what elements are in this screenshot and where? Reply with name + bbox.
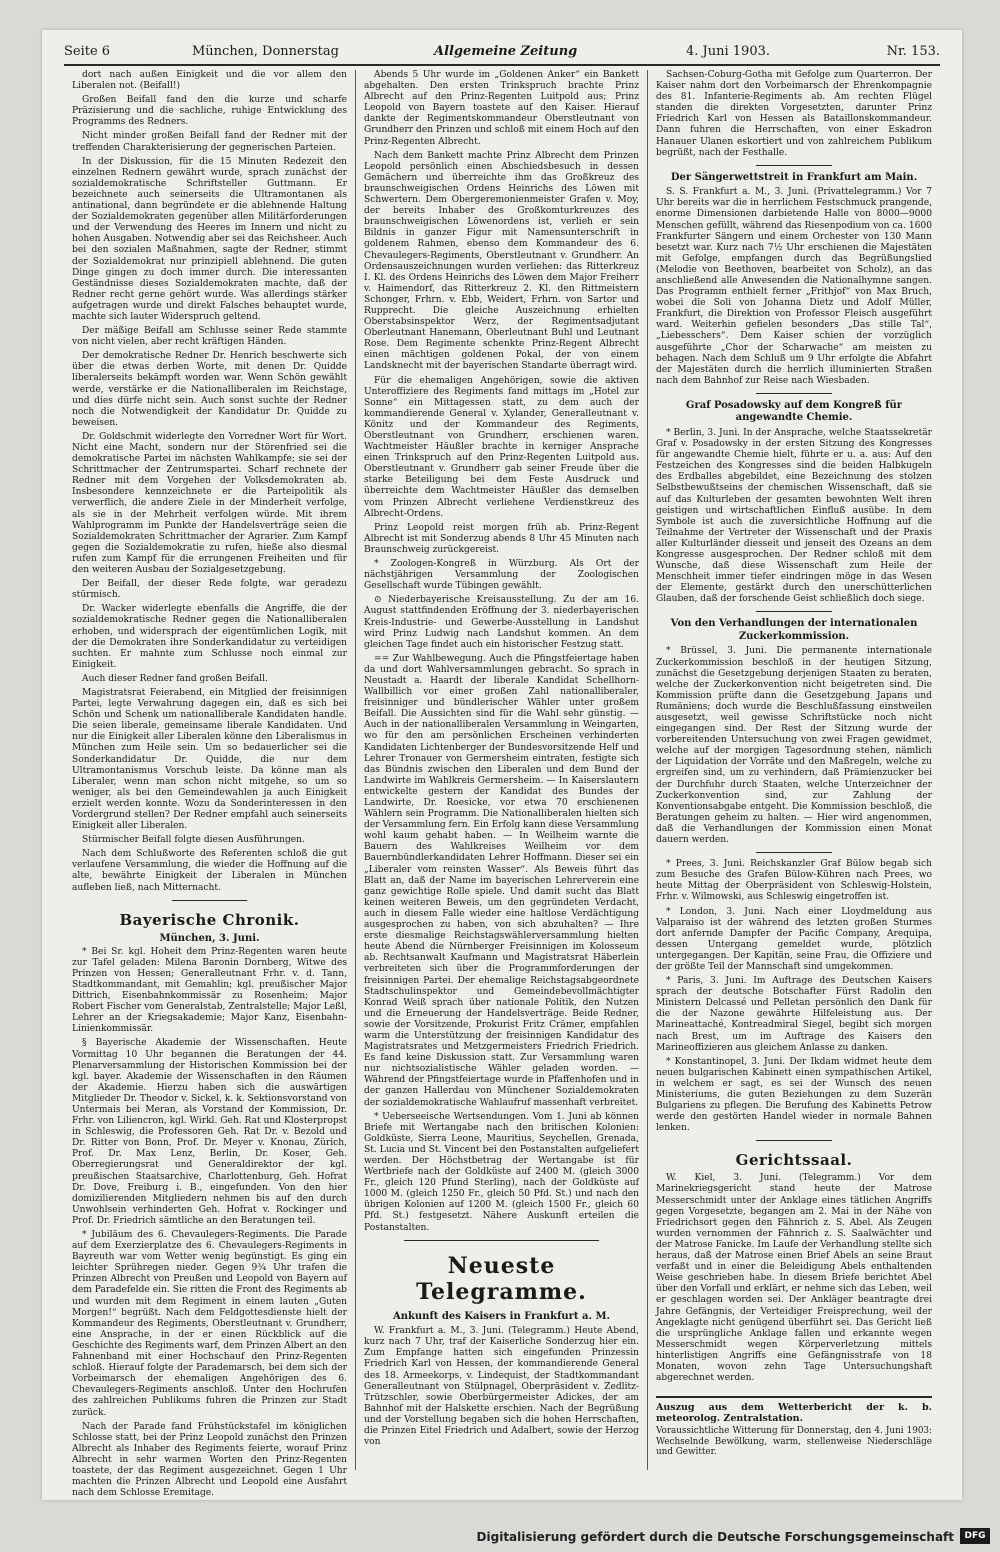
weather-forecast: Voraussichtliche Witterung für Donnerstag, den 4. Juni 1903: Wechselnde Bewölkung, warm, stellenweise Niederschläge und Gewitter. <box>656 1426 932 1458</box>
paragraph: § Bayerische Akademie der Wissenschaften. Heute Vormittag 10 Uhr begannen die Beratungen der 44. Plenarversammlung der Historischen Kommission bei der kgl. bayer. Akademie der Wissenschaften in den Räumen der Akademie. Hierzu haben sich die auswärtigen Mitglieder Dr. Theodor v. Sickel, k. k. Sektionsvorstand von Untermais bei Meran, als Vorstand der Kommission, Dr. Frhr. von Liliencron, kgl. Wirkl. Geh. Rat und Klosterpropst in Schleswig, die Professoren Geh. Rat Dr. v. Bezold und Dr. Ritter von Bonn, Prof. Dr. Meyer v. Knonau, Zürich, Prof. Dr. Max Lenz, Berlin, Dr. Koser, Geh. Oberregierungsrat und Generaldirektor der kgl. preußischen Staatsarchive, Charlottenburg, Geh. Hofrat Dr. Dove, Freiburg i. B., eingefunden. Von den hier domizilierenden Mitgliedern nehmen bis auf den durch Unwohlsein verhinderten Geh. Hofrat v. Rockinger und Prof. Dr. Friedrich sämtliche an den Beratungen teil. <box>72 1038 347 1226</box>
paragraph: * London, 3. Juni. Nach einer Lloydmeldung aus Valparaiso ist der während des letzten großen Sturmes dort anfernde Dampfer der Pacific Company, Arequipa, dessen Untergang gemeldet wurde, plötzlich untergegangen. Der Kapitän, seine Frau, die Offiziere und der größte Teil der Mannschaft sind umgekommen. <box>656 906 932 972</box>
divider <box>756 165 832 166</box>
divider <box>404 1240 599 1241</box>
issue-number: Nr. 153. <box>886 44 940 59</box>
article-headline: Ankunft des Kaisers in Frankfurt a. M. <box>392 1310 611 1322</box>
paragraph: * Zoologen-Kongreß in Würzburg. Als Ort der nächstjährigen Versammlung der Zoologischen Gesellschaft wurde Tübingen gewählt. <box>364 559 639 592</box>
paragraph: S. S. Frankfurt a. M., 3. Juni. (Privattelegramm.) Vor 7 Uhr bereits war die in herrlichem Festschmuck prangende, enorme Dimensionen darbietende Halle von 8000—9000 Menschen gefüllt, während das Riesenpodium von ca. 1600 Frankfurter Sängern und einem Orchester von 130 Mann besetzt war. Kurz nach 7½ Uhr erschienen die Majestäten mit Gefolge, empfangen durch das Begrüßungslied (Melodie von Beethoven, bearbeitet von Scholz), an das anschließend alle Anwesenden die Nationalhymne sangen. Das Programm enthielt ferner „Frithjof“ von Max Bruch, wobei die Soli von Johanna Dietz und Adolf Müller, Frankfurt, die Direktion von Professor Fleisch ausgeführt ward. Weiterhin gefielen besonders „Das stille Tal“, „Liebesschers“. Dem Kaiser schien der vorzüglich ausgeführte „Chor der Scharwache“ am meisten zu behagen. Nach dem Schluß um 9 Uhr erfolgte die Abfahrt der Majestäten durch die herrlich illuminierten Straßen nach dem Bahnhof zur Reise nach Wiesbaden. <box>656 187 932 386</box>
paragraph: Magistratsrat Feierabend, ein Mitglied der freisinnigen Partei, legte Verwahrung dagegen ein, daß es sich bei Schön und Schenk um nationalliberale Kandidaten handle. Die seien liberale, gemeinsame liberale Kandidaten. Und nur die Einigkeit aller Liberalen könne den Liberalismus in München zum Heile sein. Um so bedauerlicher sei die Sonderkandidatur Dr. Quidde, die nur dem Ultramontanismus Vorschub leiste. Da könne man als Liberaler, wenn man schon nicht mitgehe, so um so weniger, als bei den Gemeindewahlen ja auch Einigkeit erzielt werden konnte. Wozu da Sonderinteressen in den Vordergrund stellen? Der Redner empfahl auch seinerseits Einigkeit aller Liberalen. <box>72 687 347 832</box>
funding-note: Digitalisierung gefördert durch die Deutsche Forschungsgemeinschaft <box>476 1530 954 1544</box>
paragraph: Nach dem Bankett machte Prinz Albrecht dem Prinzen Leopold persönlich einen Abschiedsbesuch in dessen Gemächern und überreichte ihm das Großkreuz des braunschweigischen Ordens Heinrichs des Löwen mit Schwertern. Dem Obergeremonienmeister Grafen v. Moy, der bereits Inhaber des Großkomturkreuzes des braunschweigischen Löwenordens ist, verlieh er sein Bildnis in ganzer Figur mit Namensunterschrift in goldenem Rahmen, ebenso dem Kommandeur des 6. Chevaulegers-Regiments, Oberstleutnant v. Grundherr. An Ordensauszeichnungen wurden verliehen: das Ritterkreuz I. Kl. des Ordens Heinrichs des Löwen dem Major Freiherr v. Haimendorf, das Ritterkreuz 2. Kl. den Rittmeistern Schonger, Frhrn. v. Ebb, Weidert, Frhrn. von Sartor und Rupprecht. Die gleiche Auszeichnung erhielten Oberstabsinspektor Werz, der Regimentsadjutant Oberleutnant Hanemann, Oberleutnant Buhl und Leutnant Rose. Dem Regimente schenkte Prinz-Regent Albrecht einen mächtigen goldenen Pokal, der von einem Landsknecht mit der bayerischen Standarte überragt wird. <box>364 150 639 372</box>
paragraph: * Bei Sr. kgl. Hoheit dem Prinz-Regenten waren heute zur Tafel geladen: Milena Baronin Dornberg, Witwe des Prinzen von Hessen; Generalleutnant Frhr. v. d. Tann, Stadtkommandant, mit Gemahlin; kgl. preußischer Major Dittrich, Eisenbahnkommissär zu Rosenheim; Major Robert Fischer vom Generalstab, Zentralstelle; Major Leßl, Lehrer an der Kriegsakademie; Major Kanz, Eisenbahn-Linienkommissär. <box>72 946 347 1035</box>
paragraph: * Prees, 3. Juni. Reichskanzler Graf Bülow begab sich zum Besuche des Grafen Bülow-Kühren nach Prees, wo heute Mittag der Oberpräsident von Schleswig-Holstein, Frhr. v. Wilmowski, aus Schleswig eingetroffen ist. <box>656 859 932 903</box>
issue-date: 4. Juni 1903. <box>686 44 770 59</box>
paragraph: dort nach außen Einigkeit und die vor allem den Liberalen not. (Beifall!) <box>72 70 347 92</box>
article-columns <box>64 70 940 1499</box>
column-2 <box>356 70 648 1470</box>
paragraph: W. Frankfurt a. M., 3. Juni. (Telegramm.) Heute Abend, kurz nach 7 Uhr, traf der Kaiserliche Sonderzug hier ein. Zum Empfange hatten sich eingefunden Prinzessin Friedrich Karl von Hessen, der kommandierende General des 18. Armeekorps, v. Lindequist, der Stadtkommandant Generalleutnant von Stülpnagel, Oberpräsident v. Zedlitz-Trützschler, sowie Oberbürgermeister Adickes, der am Bahnhof mit der Halskette erschien. Nach der Begrüßung und der Vorstellung begaben sich die hohen Herrschaften, die Prinzen Eitel Friedrich und Adalbert, sowie der Herzog von <box>364 1326 639 1448</box>
paragraph: Für die ehemaligen Angehörigen, sowie die aktiven Unteroffiziere des Regiments fand mittags im „Hotel zur Sonne“ ein Mittagessen statt, zu dem auch der kommandierende General v. Xylander, Generalleutnant v. Könitz und der Kommandeur des Regiments, Oberstleutnant von Grundherr, erschienen waren. Wachtmeister Häußler brachte in kerniger Ansprache einen Trinkspruch auf den Prinz-Regenten Luitpold aus. Oberstleutnant v. Grundherr gab seiner Freude über die starke Beteiligung bei dem Feste Ausdruck und überreichte dem Wachtmeister Häußler das demselben vom Prinzen Albrecht verliehene Verdienstkreuz des Albrecht-Ordens. <box>364 375 639 519</box>
digitization-footer <box>0 1524 1000 1552</box>
paragraph: Auch dieser Redner fand großen Beifall. <box>82 673 268 684</box>
paragraph: Der demokratische Redner Dr. Henrich beschwerte sich über die etwas derben Worte, mit denen Dr. Quidde liberalerseits bekämpft worden war. Wenn Schön gewählt werde, verstärke er die Nationalliberalen im Reichstage, und dies dürfe nicht sein. Auch sonst suchte der Redner noch die Notwendigkeit der Kandidatur Dr. Quidde zu beweisen. <box>72 351 347 428</box>
paragraph: Nach der Parade fand Frühstückstafel im königlichen Schlosse statt, bei der Prinz Leopold zunächst den Prinzen Albrecht als Inhaber des Regiments feierte, worauf Prinz Albrecht in sehr warmen Worten den Prinz-Regenten toastete, der das Regiment ausgezeichnet. Gegen 1 Uhr machten die Prinzen Albrecht und Leopold eine Ausfahrt nach dem Schlosse Eremitage. <box>72 1421 347 1499</box>
divider <box>756 1140 832 1141</box>
paragraph: Dr. Goldschmit widerlegte den Vorredner Wort für Wort. Nicht eine Macht, sondern nur der Störenfried sei die demokratische Partei im nächsten Wahlkampfe; sie sei der Schrittmacher der Zentrumspartei. Scharf rechnete der Redner mit dem Vorgehen der Volksdemokraten ab. Insbesondere kennzeichnete er die Parteipolitik als verwerflich, die andere Ziele in der Minderheit verfolge, als sie in der Mehrheit verfolgen würde. Mit ihrem Wahlprogramm im Punkte der Handelsverträge seien die Sozialdemokraten Schrittmacher der Agrarier. Zum Kampf gegen die Sozialdemokratie zu rufen, hieße also diesmal rufen zum Kampf für die errungenen Freiheiten und für den weiteren Ausbau der Sozialgesetzgebung. <box>72 431 347 576</box>
weather-title: Auszug aus dem Wetterbericht der k. b. meteorolog. Zentralstation. <box>656 1402 932 1425</box>
divider <box>756 393 832 394</box>
paragraph: Nicht minder großen Beifall fand der Redner mit der treffenden Charakterisierung der gegnerischen Parteien. <box>72 131 347 153</box>
paragraph: * Konstantinopel, 3. Juni. Der Ikdam widmet heute dem neuen bulgarischen Kabinett einen sympathischen Artikel, in welchem er sagt, es sei der Wunsch des neuen Ministeriums, die guten Beziehungen zu dem Suzerän Bulgariens zu pflegen. Die Berufung des Kabinetts Petrow werde den gestörten Handel wieder in normale Bahnen lenken. <box>656 1056 932 1134</box>
paragraph: Abends 5 Uhr wurde im „Goldenen Anker“ ein Bankett abgehalten. Den ersten Trinkspruch brachte Prinz Albrecht auf den Prinz-Regenten Luitpold aus; Prinz Leopold von Bayern toastete auf den Kaiser. Hierauf dankte der Regimentskommandeur Oberstleutnant von Grundherr den Prinzen und schloß mit einem Hoch auf den Prinz-Regenten Albrecht. <box>364 70 639 147</box>
paragraph: ⊙ Niederbayerische Kreisausstellung. Zu der am 16. August stattfindenden Eröffnung der 3. niederbayerischen Kreis-Industrie- und Gewerbe-Ausstellung in Landshut wird Prinz Ludwig nach Landshut kommen. An dem gleichen Tage findet auch ein historischer Festzug statt. <box>364 595 639 650</box>
dateline: München, 3. Juni. <box>159 932 260 944</box>
section-heading: Gerichtssaal. <box>735 1151 853 1170</box>
article-headline: Von den Verhandlungen der internationalen Zuckerkommission. <box>670 618 918 642</box>
section-heading: Neueste Telegramme. <box>416 1252 587 1305</box>
dateline-place: München, Donnerstag <box>192 44 339 59</box>
divider <box>756 611 832 612</box>
paragraph: * Paris, 3. Juni. Im Auftrage des Deutschen Kaisers sprach der deutsche Botschafter Fürst Radolin den Ministern Delcassé und Pelletan persönlich den Dank für die der Nazone gewährte Hilfeleistung aus. Der Marineattaché, Kontreadmiral Siegel, begibt sich morgen nach Brest, um im Auftrage des Kaisers den Marineoffizieren aus gleichem Anlasse zu danken. <box>656 976 932 1053</box>
paragraph: Dr. Wacker widerlegte ebenfalls die Angriffe, die der sozialdemokratische Redner gegen die Nationalliberalen erhoben, und widersprach der eigentümlichen Logik, mit der die Demokraten ihre Sonderkandidatur zu verteidigen suchten. Er mahnte zum Schlusse noch einmal zur Einigkeit. <box>72 604 347 670</box>
divider <box>172 900 247 901</box>
paragraph: == Zur Wahlbewegung. Auch die Pfingstfeiertage haben da und dort Wahlversammlungen gebracht. So sprach in Neustadt a. Haardt der liberale Kandidat Schellhorn-Wallbillich vor einer großen Zahl nationalliberaler, freisinniger und bündlerischer Wähler unter großem Beifall. Die Aussichten sind für die Wahl sehr günstig. — Auch in der nationalliberalen Versammlung in Weingarten, wo für den am persönlichen Erscheinen verhinderten Kandidaten Lichtenberger der Bundesvorsitzende Helf und Lehrer Tronauer von Germersheim eintraten, festigte sich das Bündnis zwischen den Liberalen und dem Bund der Landwirte im Wahlkreis Germersheim. — In Kaiserslautern entwickelte gestern der Kandidat des Bundes der Landwirte, Dr. Roesicke, vor etwa 70 erschienenen Wählern sein Programm. Die Nationalliberalen hielten sich der Versammlung fern. Ein Erfolg kann diese Versammlung wohl kaum gehabt haben. — In Weilheim warnte die Bauern des Wahlkreises Weilheim vor dem Bauernbündlerkandidaten Lehrer Hoffmann. Dieser sei ein „Liberaler vom reinsten Wasser“. Als Beweis führt das Blatt an, daß der Name im bayerischen Lehrerverein eine ganz gewichtige Rolle spiele. Und damit sucht das Blatt keinen weiteren Beweis, um den gegründeten Verdacht, auch in diesem Falle wieder eine haltlose Verdächtigung ausgesprochen zu haben, von sich abzuhalten? — Ihre erste diesmalige Reichstagswählerversammlung hielten heute Abend die Nürnberger Freisinnigen im Kolosseum ab. Rechtsanwalt Kaufmann und Magistratsrat Häberlein verbreiteten sich über die Programmforderungen der freisinnigen Partei. Der ehemalige Reichstagsabgeordnete Stadtschulinspektor und Gemeindebevollmächtigter Konrad Weiß sprach über nationale Politik, den Nutzen und die Erneuerung der Handelsverträge. Beide Redner, sowie der Vorsitzende, Prokurist Fritz Crämer, empfahlen warm die Unterstützung der freisinnigen Kandidatur des Magistratsrates und Metzgermeisters Friedrich Friedrich. Es fand keine Diskussion statt. Zur Versammlung waren nur nichtsozialistische Wähler geladen worden. — Während der Pfingstfeiertage wurde in Pfaffenhofen und in der ganzen Hallerdau von Münchener Sozialdemokraten der sozialdemokratische Wahlaufruf massenhaft verbreitet. <box>364 653 639 1108</box>
newspaper-title: Allgemeine Zeitung <box>434 44 578 59</box>
paragraph: * Ueberseeische Wertsendungen. Vom 1. Juni ab können Briefe mit Wertangabe nach den britischen Kolonien: Goldküste, Sierra Leone, Mauritius, Seychellen, Grenada, St. Lucia und St. Vincent bei den Postanstalten aufgeliefert werden. Der Höchstbetrag der Wertangabe ist für Wertbriefe nach der Goldküste auf 2400 M. (gleich 3000 Fr., gleich 120 Pfund Sterling), nach der Goldküste auf 1000 M. (gleich 1250 Fr., gleich 50 Pfd. St.) und nach den übrigen Kolonien auf 1200 M. (gleich 1500 Fr., gleich 60 Pfd. St.) festgesetzt. Nähere Auskunft erteilen die Postanstalten. <box>364 1111 639 1233</box>
column-1 <box>64 70 356 1499</box>
paragraph: Großen Beifall fand den die kurze und scharfe Präzisierung und die sachliche, ruhige Entwicklung des Programms des Redners. <box>72 95 347 128</box>
paragraph: Der mäßige Beifall am Schlusse seiner Rede stammte von nicht vielen, aber recht kräftigen Händen. <box>72 326 347 348</box>
paragraph: Sachsen-Coburg-Gotha mit Gefolge zum Quarterron. Der Kaiser nahm dort den Vorbeimarsch der Ehrenkompagnie des 81. Infanterie-Regiments ab. Am rechten Flügel standen die direkten Vorgesetzten, darunter Prinz Friedrich Karl von Hessen als Bataillonskommandeur. Dann fuhren die Herrschaften, von einer Eskadron Hanauer Ulanen eskortiert und von zahlreichem Publikum begrüßt, nach der Festhalle. <box>656 70 932 158</box>
page-number: Seite 6 <box>64 44 111 59</box>
divider <box>756 852 832 853</box>
article-headline: Der Sängerwettstreit in Frankfurt am Main. <box>670 171 918 183</box>
paragraph: W. Kiel, 3. Juni. (Telegramm.) Vor dem Marinekriegsgericht stand heute der Matrose Messerschmidt unter der Anklage eines tätlichen Angriffs gegen Vorgesetzte, begangen am 2. Mai in der Nähe von Friedrichsort gegen den Fähnrich z. S. Abel. Als Zeugen wurden vernommen der Fähnrich z. S. Saalwächter und der Matrose Fanicke. Im Laufe der Verhandlung stellte sich heraus, daß der Matrose einen Brief Abels an seine Braut verfaßt und in einer die Beleidigung Abels enthaltenden Weise geschrieben habe. In diesem Briefe berichtet Abel über den Vorfall und erklärt, er nehme sich das Leben, weil er geschlagen worden sei. Der Ankläger beantragte drei Jahre Gefängnis, der Verteidiger Freisprechung, weil der Angeklagte nicht genügend überführt sei. Das Gericht ließ die ursprüngliche Anklage fallen und erkannte wegen Messerschmidt wegen Körperverletzung mittels hinterlistigen Angriffs eine Gefängnisstrafe von 18 Monaten, wovon zehn Tage Untersuchungshaft abgerechnet werden. <box>656 1173 932 1384</box>
paragraph: * Jubiläum des 6. Chevaulegers-Regiments. Die Parade auf dem Exerzierplatze des 6. Chevaulegers-Regiments in Bayreuth war vom Wetter wenig begünstigt. Es ging ein leichter Sprühregen nieder. Gegen 9¾ Uhr trafen die Prinzen Albrecht von Preußen und Leopold von Bayern auf dem Paradefelde ein. Sie ritten die Front des Regiments ab und wurden mit dem Regiment in einem lauten „Guten Morgen!“ begrüßt. Nach dem Feldgottesdienste hielt der Kommandeur des Regiments, Oberstleutnant v. Grundherr, eine Ansprache, in der er einen Rückblick auf die Geschichte des Regiments warf, dem Prinzen Albert an den Fahnenband mit einer Hochschauf den Prinz-Regenten schloß. Hierauf folgte der Parademarsch, bei dem sich der Vorbeimarsch der ehemaligen Angehörigen des 6. Chevaulegers-Regiments anschloß. Unter den Hochrufen des zahlreichen Publikums fuhren die Prinzen zur Stadt zurück. <box>72 1230 347 1418</box>
section-heading: Bayerische Chronik. <box>119 910 300 929</box>
newspaper-page <box>42 30 962 1500</box>
paragraph: Stürmischer Beifall folgte diesen Ausführungen. <box>82 835 305 846</box>
paragraph: * Brüssel, 3. Juni. Die permanente internationale Zuckerkommission beschloß in der heutigen Sitzung, zunächst die Gesetzgebung derjenigen Staaten zu beraten, welche der Zuckerkonvention nicht beigetreten sind. Die Kommission prüfte dann die Gesetzgebung Japans und Rumäniens; doch wurde die Beschlußfassung einstweilen ausgesetzt, weil gewisse Schriftstücke noch nicht eingegangen sind. Der Rest der Sitzung wurde der vorbereitenden Untersuchung von zwei Fragen gewidmet, welche auf der morgigen Tagesordnung stehen, nämlich der Liquidation der Vorräte und den Maßregeln, welche zu ergreifen sind, um zu verhindern, daß Prämienzucker bei der Durchfuhr durch Staaten, welche Unterzeichner der Zuckerkonvention sind, zur Zahlung der Konventionsabgabe entgeht. Die Kommission beschloß, die Beratungen geheim zu halten. — Hier wird angenommen, daß die Verhandlungen der Kommission einen Monat dauern werden. <box>656 646 932 846</box>
paragraph: Prinz Leopold reist morgen früh ab. Prinz-Regent Albrecht ist mit Sonderzug abends 8 Uhr 45 Minuten nach Braunschweig zurückgereist. <box>364 522 639 555</box>
page-header <box>64 38 940 66</box>
column-3 <box>648 70 940 1470</box>
weather-report <box>656 1396 932 1458</box>
paragraph: Nach dem Schlußworte des Referenten schloß die gut verlaufene Versammlung, die wieder die Hoffnung auf die alte, bewährte Einigkeit der Liberalen in München aufleben ließ, nach Mitternacht. <box>72 849 347 893</box>
paragraph: In der Diskussion, für die 15 Minuten Redezeit den einzelnen Rednern gewährt wurde, sprach zunächst der sozialdemokratische Schriftsteller Guttmann. Er bezeichnete auch seinerseits die Ultramontanen als antinational, dann begründete er die ablehnende Haltung der Sozialdemokraten gegenüber allen Militärforderungen und der Verwendung des Heeres im Innern und nicht zu hohen Ausgaben. Notwendig aber sei das Reichsheer. Auch bei den sozialen Maßnahmen, sagte der Redner, stimmt der Sozialdemokrat nur prinzipiell ablehnend. Die guten Dinge gingen zu doch immer durch. Die interessanten Geständnisse dieses Sozialdemokraten machte, daß der Redner recht gerne gehört wurde. Was allerdings stärker aufgetragen wurde und direkt Falsches behauptet wurde, machte sich lauter Widerspruch geltend. <box>72 156 347 322</box>
dfg-logo: DFG <box>960 1528 990 1544</box>
paragraph: * Berlin, 3. Juni. In der Ansprache, welche Staatssekretär Graf v. Posadowsky in der ersten Sitzung des Kongresses für angewandte Chemie hielt, führte er u. a. aus: Auf den Festzeichen des Kongresses sind die beiden Halbkugeln des Erdballes abgebildet, eine Bezeichnung des stolzen Selbstbewußtseins der chemischen Wissenschaft, daß sie auf das Kulturleben der gesamten bewohnten Welt ihren geistigen und wirtschaftlichen Einfluß ausübe. In dem Symbole ist auch die zuversichtliche Hoffnung auf die Teilnahme der Vertreter der Wissenschaft und der Praxis aller Kulturländer diesseit und jenseit des Ozeans an dem Kongresse ausgesprochen. Der Redner schloß mit dem Wunsche, daß diese Wissenschaft zum Heile der Menschheit immer tiefer eindringen möge in das Wesen der Elemente, gestärkt durch den unerschütterlichen Glauben, daß der forschende Geist schließlich doch siege. <box>656 427 932 605</box>
article-headline: Graf Posadowsky auf dem Kongreß für angewandte Chemie. <box>685 399 903 424</box>
paragraph: Der Beifall, der dieser Rede folgte, war geradezu stürmisch. <box>72 579 347 601</box>
